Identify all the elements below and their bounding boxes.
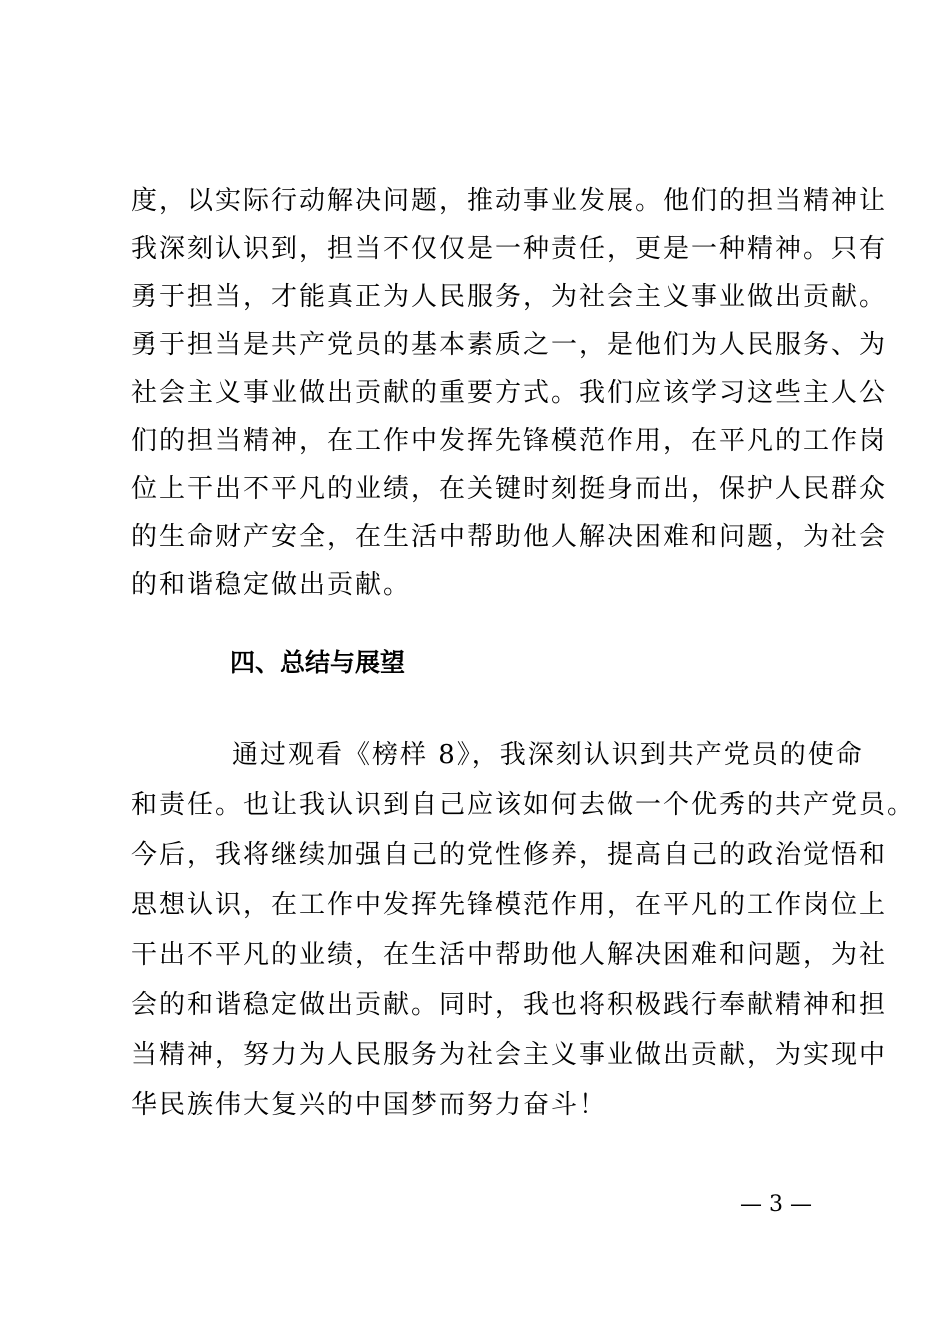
paragraph-2-line-2: 和责任。也让我认识到自己应该如何去做一个优秀的共产党员。 [131, 790, 916, 820]
page-number: — 3 — [740, 1192, 812, 1217]
paragraph-1-line-2: 我深刻认识到，担当不仅仅是一种责任，更是一种精神。只有 [131, 234, 888, 264]
paragraph-1-line-6: 们的担当精神，在工作中发挥先锋模范作用，在平凡的工作岗 [131, 426, 888, 456]
paragraph-2-line-1: 通过观看《榜样 8》，我深刻认识到共产党员的使命 [232, 740, 864, 770]
paragraph-1-line-4: 勇于担当是共产党员的基本素质之一，是他们为人民服务、为 [131, 330, 888, 360]
section-heading: 四、总结与展望 [230, 648, 406, 677]
paragraph-2-line-5: 干出不平凡的业绩，在生活中帮助他人解决困难和问题，为社 [131, 940, 888, 970]
paragraph-1-line-7: 位上干出不平凡的业绩，在关键时刻挺身而出，保护人民群众 [131, 474, 888, 504]
paragraph-1-line-3: 勇于担当，才能真正为人民服务，为社会主义事业做出贡献。 [131, 282, 888, 312]
paragraph-1-line-8: 的生命财产安全，在生活中帮助他人解决困难和问题，为社会 [131, 522, 888, 552]
paragraph-1-line-5: 社会主义事业做出贡献的重要方式。我们应该学习这些主人公 [131, 378, 888, 408]
paragraph-2-line-4: 思想认识，在工作中发挥先锋模范作用，在平凡的工作岗位上 [131, 890, 888, 920]
paragraph-2-line-3: 今后，我将继续加强自己的党性修养，提高自己的政治觉悟和 [131, 840, 888, 870]
paragraph-2-line-7: 当精神，努力为人民服务为社会主义事业做出贡献，为实现中 [131, 1040, 888, 1070]
paragraph-1-line-9: 的和谐稳定做出贡献。 [131, 570, 412, 600]
paragraph-2-line-8: 华民族伟大复兴的中国梦而努力奋斗！ [131, 1090, 608, 1120]
paragraph-2-line-6: 会的和谐稳定做出贡献。同时，我也将积极践行奉献精神和担 [131, 990, 888, 1020]
paragraph-1-line-1: 度，以实际行动解决问题，推动事业发展。他们的担当精神让 [131, 186, 888, 216]
